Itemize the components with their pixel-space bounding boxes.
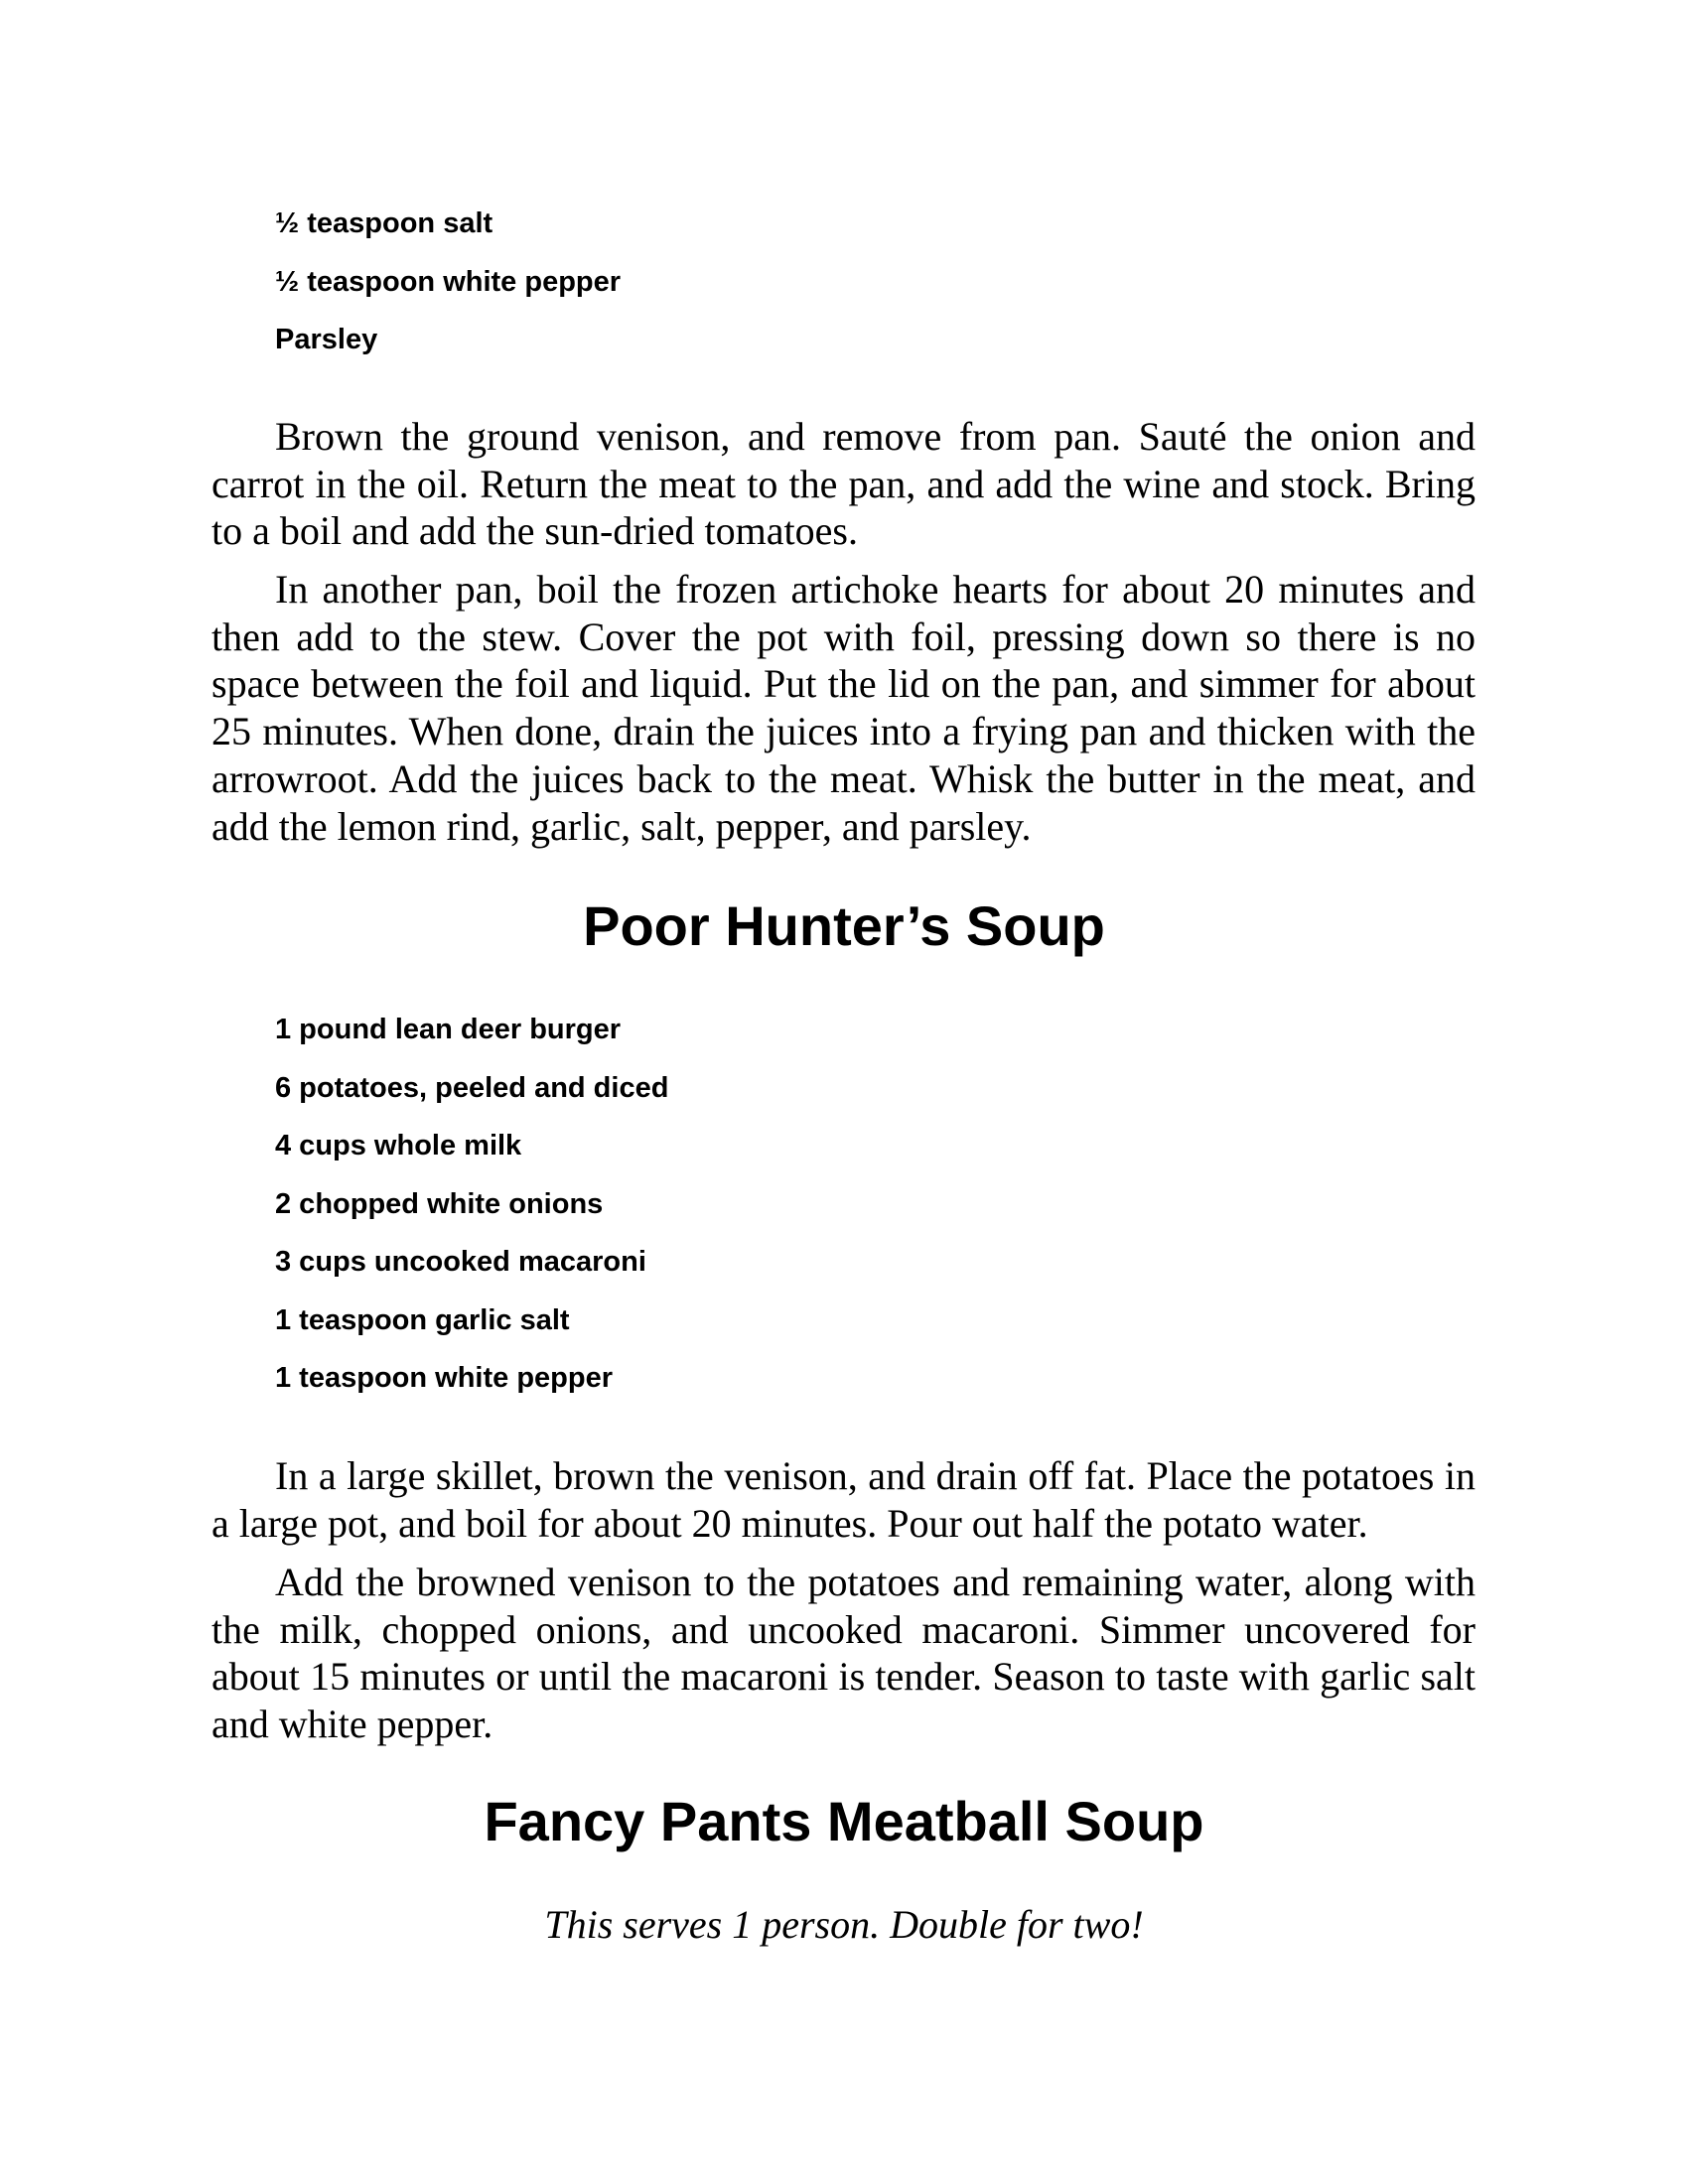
ingredient-item: 6 potatoes, peeled and diced (275, 1071, 669, 1104)
continued-ingredient-list (275, 195, 621, 369)
ingredient-list (275, 1001, 668, 1408)
ingredient-item: 1 teaspoon white pepper (275, 1362, 613, 1394)
ingredient-item: 1 teaspoon garlic salt (275, 1303, 570, 1336)
recipe-title: Poor Hunter’s Soup (583, 894, 1105, 957)
direction-paragraph: Add the browned venison to the potatoes and remaining water, along with the milk, chopped onions, and uncooked macaroni. Simmer uncovered for about 15 minutes or until the macaroni is tender. Season to taste with garlic salt and white pepper. (211, 1560, 1476, 1747)
direction-paragraph: In another pan, boil the frozen artichoke hearts for about 20 minutes and then add to the stew. Cover the pot with foil, pressing down so there is no space between the foil and liquid. Put the lid on the pan, and simmer for about 25 minutes. When done, drain the juices into a frying pan and thicken with the arrowroot. Add the juices back to the meat. Whisk the butter in the meat, and add the lemon rind, garlic, salt, pepper, and parsley. (211, 567, 1476, 849)
ingredient-item: Parsley (275, 324, 378, 355)
ingredient-item: ½ teaspoon white pepper (275, 265, 622, 298)
ingredient-item: 4 cups whole milk (275, 1130, 522, 1161)
ingredient-item: 2 chopped white onions (275, 1187, 604, 1220)
direction-paragraph: In a large skillet, brown the venison, and drain off fat. Place the potatoes in a large pot, and boil for about 20 minutes. Pour out half the potato water. (211, 1453, 1476, 1546)
ingredient-item: 1 pound lean deer burger (275, 1014, 622, 1045)
direction-paragraph: Brown the ground venison, and remove from pan. Sauté the onion and carrot in the oil. Return the meat to the pan, and add the wine and stock. Bring to a boil and add the sun-dried tomatoes. (211, 414, 1476, 554)
serving-note: This serves 1 person. Double for two! (544, 1902, 1144, 1947)
ingredient-item: ½ teaspoon salt (275, 207, 493, 239)
ingredient-item: 3 cups uncooked macaroni (275, 1246, 646, 1278)
recipe-title: Fancy Pants Meatball Soup (484, 1790, 1204, 1852)
